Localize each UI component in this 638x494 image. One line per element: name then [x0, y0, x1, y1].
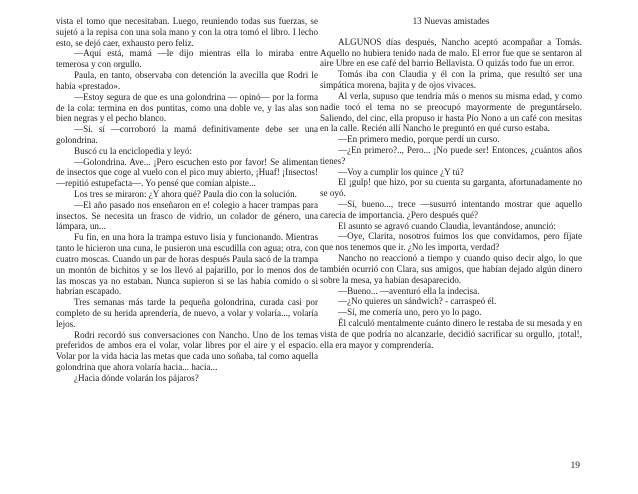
paragraph: —El año pasado nos enseñaron en e! colegio a hacer trampas para insectos. Se necesita un frasco de vidrio, un colador de género, una lámpara, un...	[56, 199, 318, 232]
paragraph: Los tres se miraron: ¿Y ahora qué? Paula dio con la solución.	[74, 189, 297, 199]
paragraph: —Sí, me comería uno, pero yo lo pago.	[338, 307, 482, 318]
paragraph: —Bueno... —aventuró ella la indecisa.	[338, 285, 480, 296]
paragraph: —Sí, bueno..., trece —susurró intentando mostrar que aquello carecía de importancia. ¿Pero después qué?	[320, 199, 582, 220]
paragraph: —Aquí está, mamá —le dijo mientras ella lo miraba entre temerosa y con orgullo.	[56, 48, 318, 70]
paragraph: Tres semanas más tarde la pequeña golondrina, curada casi por completo de su herida aprendería, de nuevo, a volar y volaría..., volaría lejos.	[56, 297, 318, 329]
paragraph: —Estoy segura de que es una golondrina — opinó— por la forma de la cola: termina en dos puntitas, como una doble ve, y las alas son bien negras y el pecho blanco.	[56, 91, 318, 124]
paragraph: Rodri recordó sus conversaciones con Nancho. Uno de los temas preferidos de ambos era el volar, volar libres por el aire y el espacio. Volar por la vida hacia las metas que cada uno soñaba, tal como aquella golondrina que ahora volaría hacia... hacia...	[56, 329, 318, 372]
paragraph: —Sí. sí —corroboró la mamá definitivamente debe ser una golondrina.	[56, 124, 318, 145]
paragraph: —En primero medio, porque perdí un curso.	[338, 134, 500, 145]
paragraph: Paula, en tanto, observaba con detención la avecilla que Rodri le había «prestado».	[56, 70, 318, 91]
paragraph: Fu fin, en una hora la trampa estuvo lisia y funcionando. Mientras tanto le hicieron una cuna, le pusieron una escudilla con agua; otra, con cuatro moscas. Cuando un par de horas después Paula sacó de la trampa un montón de bichitos y se los llevó al pajarillo, por lo menos dos de las moscas ya no estaban. Nunca supieron si se las había comido o si habrían escapado.	[56, 232, 318, 297]
paragraph: —¿En primero?.., Pero... ¡No puede ser! Entonces, ¿cuántos años tienes?	[320, 144, 582, 166]
paragraph: ALGUNOS días después, Nancho aceptó acompañar a Tomás. Aquello no hubiera tenido nada de malo. El error fue que se sentaron al aire Ubre en ese café del barrio Bellavista. O quizás todo fue un error.	[320, 36, 582, 69]
paragraph: Nancho no reaccionó a tiempo y cuando quiso decir algo, lo que también ocurrió con Clara, sus amigos, que habían dejado algún dinero sobre la mesa, ya habían desaparecido.	[320, 253, 582, 285]
chapter-heading: 13 Nuevas amistades	[412, 16, 490, 26]
paragraph: Al verla, supuso que tendría más o menos su misma edad, y como nadie tocó el tema no se preocupó mayormente de preguntárselo. Saliendo, del cinc, ella propuso ir hasta Pío Nono a un café con mesitas en la calle. Recién allí Nancho le preguntó en qué curso estaba.	[320, 90, 582, 134]
paragraph: El asunto se agravó cuando Claudia, levantándose, anunció:	[338, 220, 556, 231]
paragraph: ¿Hacia dónde volarán los pájaros?	[74, 372, 199, 383]
page-number: 19	[570, 461, 580, 471]
paragraph: El ¡gulp! que hizo, por su cuenta su garganta, afortunadamente no se oyó.	[320, 177, 582, 199]
paragraph: Buscó cu la enciclopedia y leyó:	[74, 145, 192, 156]
paragraph: —Oye, Clarita, nosotros fuimos los que convidamos, pero fíjate que nos tenemos que ir. ¿No les importa, verdad?	[320, 231, 582, 253]
paragraph: —¿No quieres un sándwich? - carraspeó él.	[338, 296, 497, 307]
paragraph: —Voy a cumplir los quince ¿Y tú?	[338, 166, 464, 177]
right-column	[320, 16, 582, 350]
paragraph: Él calculó mentalmente cuánto dinero le restaba de su mesada y en vista de que podría no alcanzarle, decidió sacrificar su orgullo, ¡total!, ella era mayor y comprendería.	[320, 317, 582, 350]
paragraph: Tomás iba con Claudia y él con la prima, que resultó ser una simpática morena, bajita y de ojos vivaces.	[320, 69, 582, 91]
paragraph: —Golondrina. Ave... ¡Pero escuchen esto por favor! Se alimentan de insectos que coge al vuelo con el pico muy abierto, ¡Huaf! ¡Insectos! —repitió estupefacta—. Yo pensé que comían alpiste...	[56, 156, 318, 189]
left-column	[56, 16, 318, 384]
paragraph: vista el tomo que necesitaban. Luego, reuniendo todas sus fuerzas, se sujetó a la repisa con una sola mano y con la otra tomó el libro. I lecho esto, se dejó caer, exhausto pero feliz.	[56, 16, 318, 48]
